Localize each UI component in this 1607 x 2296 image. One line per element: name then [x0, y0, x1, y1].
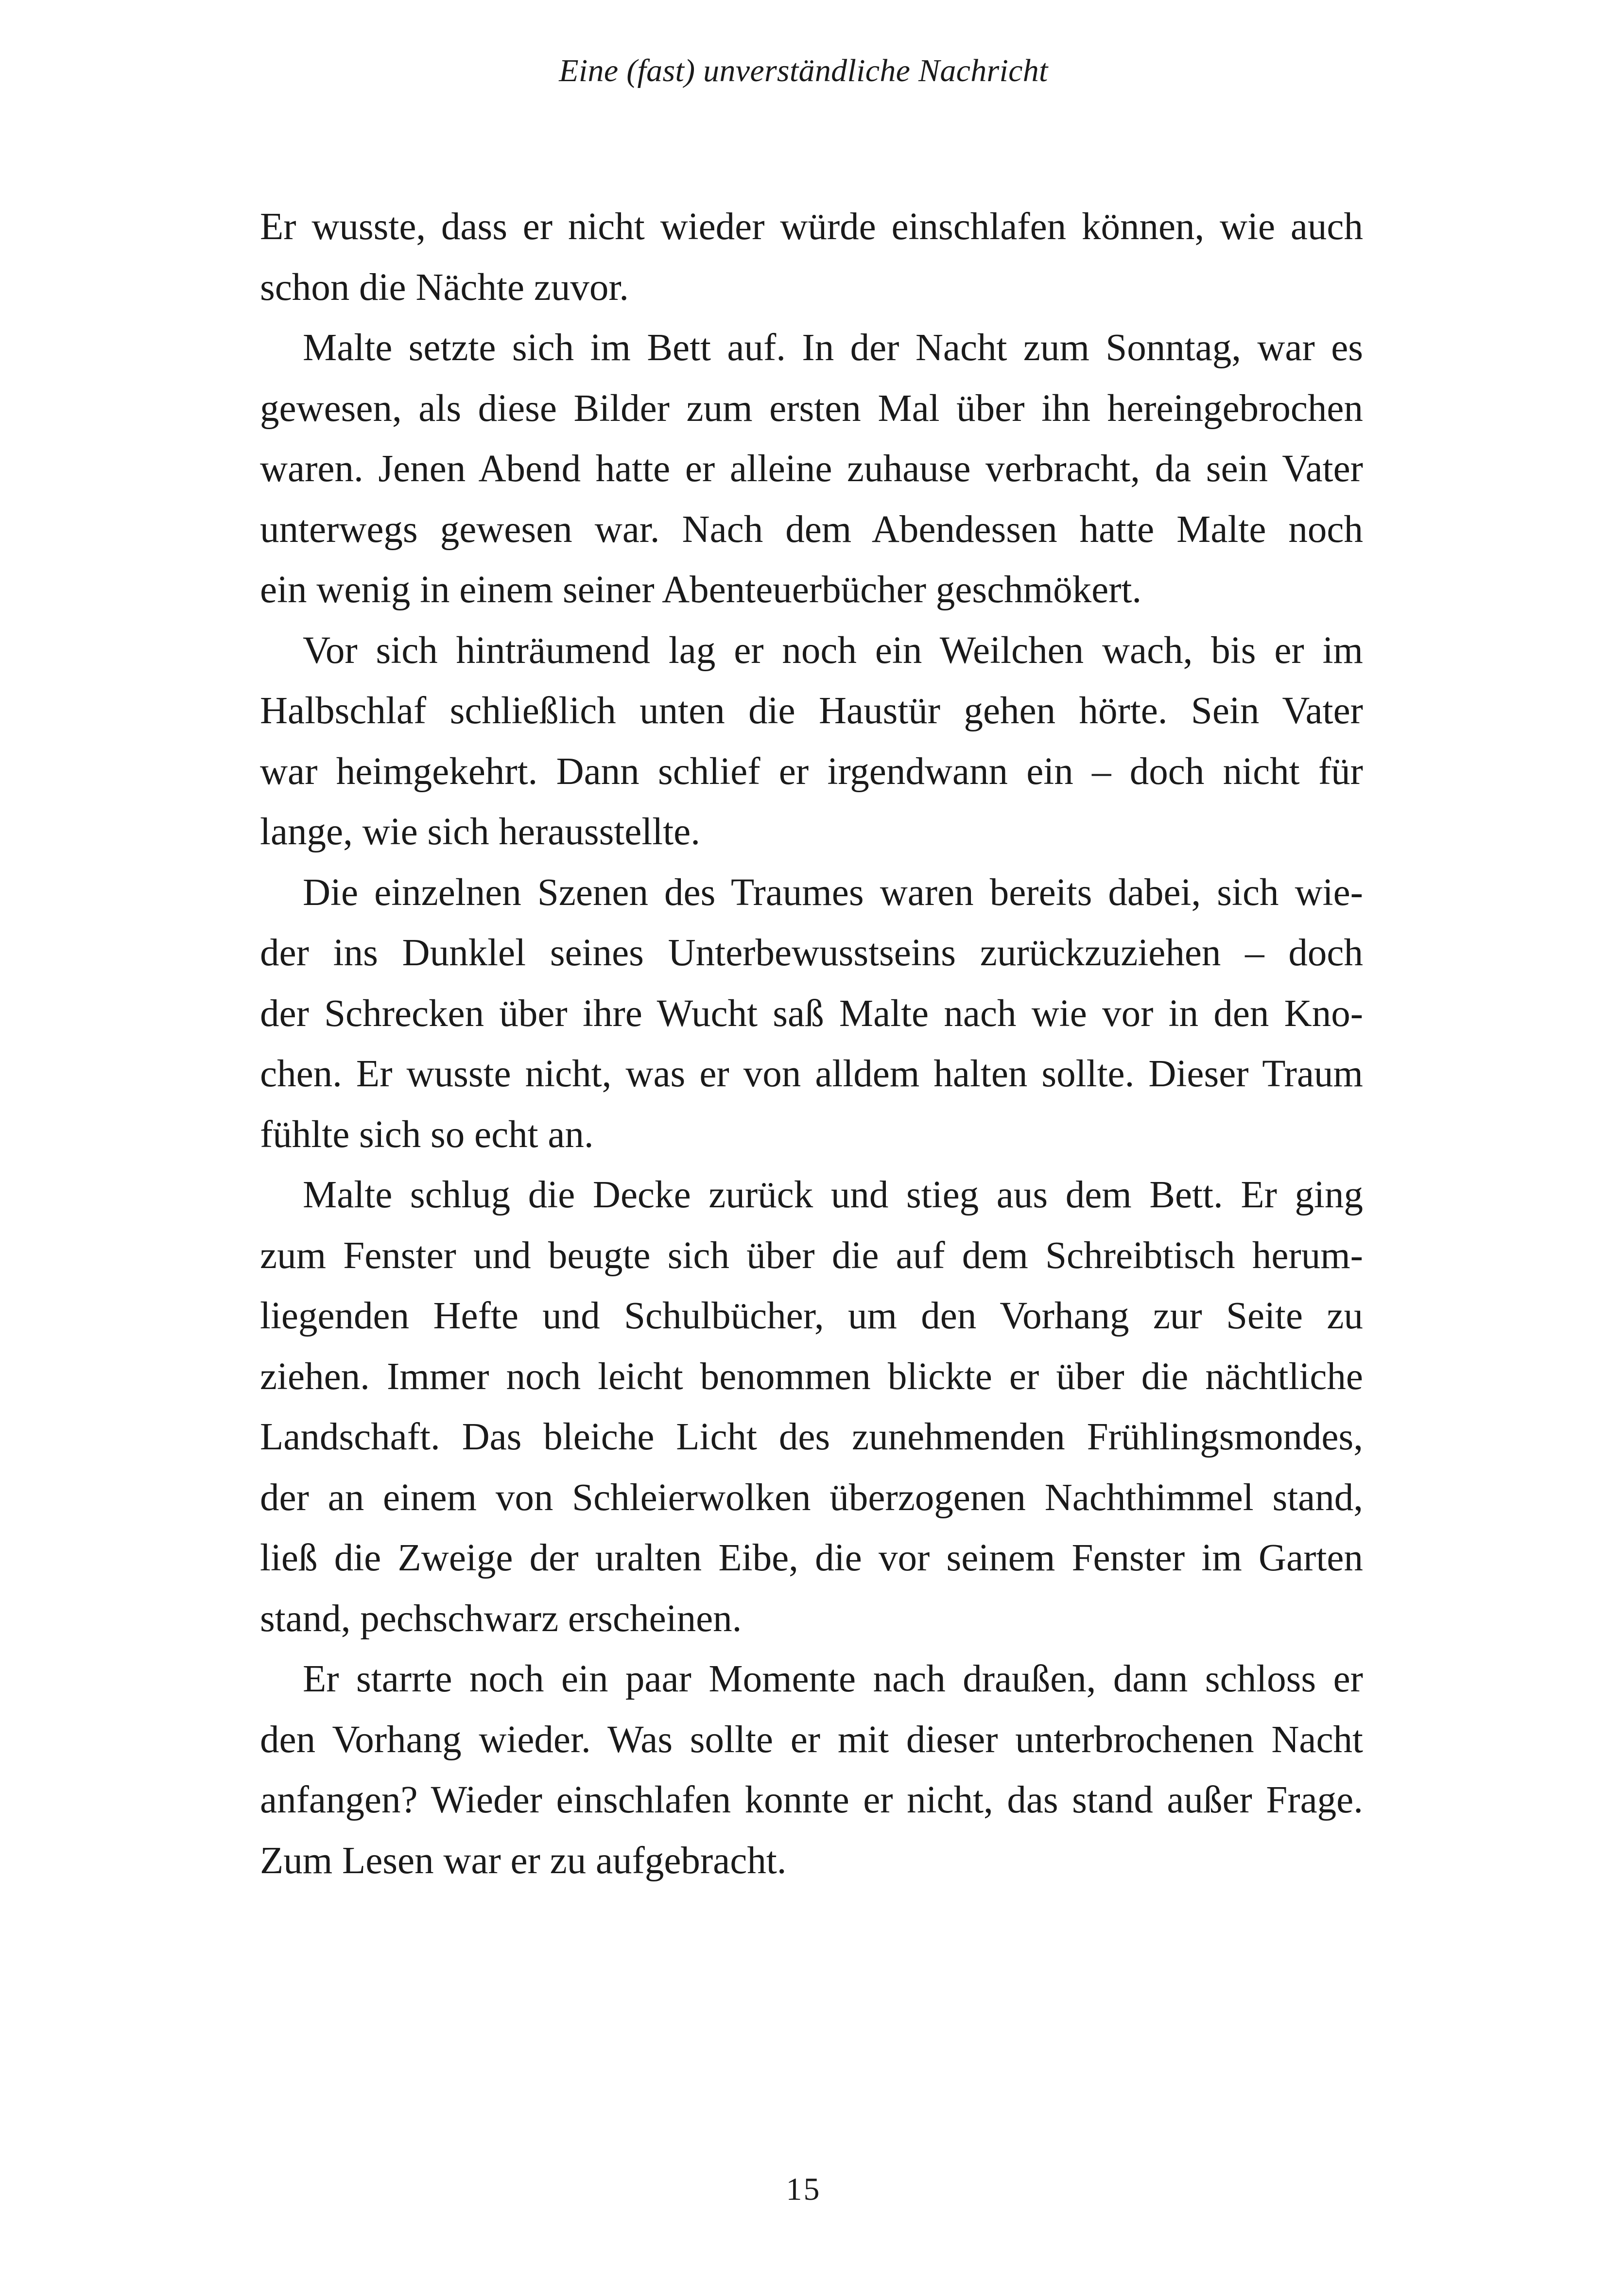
text-line: gewesen, als diese Bilder zum ersten Mal über ihn hereingebrochen [260, 387, 1363, 430]
text-line: ließ die Zweige der uralten Eibe, die vor seinem Fenster im Garten [260, 1537, 1363, 1579]
running-head: Eine (fast) unverständliche Nachricht [559, 53, 1048, 88]
text-line: unterwegs gewesen war. Nach dem Abendessen hatte Malte noch [260, 508, 1363, 551]
text-line: Die einzelnen Szenen des Traumes waren bereits dabei, sich wie- [303, 871, 1363, 914]
text-line: chen. Er wusste nicht, was er von alldem halten sollte. Dieser Traum [260, 1053, 1363, 1095]
text-line: der Schrecken über ihre Wucht saß Malte nach wie vor in den Kno- [260, 992, 1363, 1035]
paragraph [260, 1649, 1363, 1891]
paragraph [260, 197, 1363, 318]
paragraph [260, 863, 1363, 1165]
page-number: 15 [786, 2172, 821, 2207]
paragraph [260, 621, 1363, 863]
body-text [260, 197, 1363, 1891]
paragraph [260, 318, 1363, 621]
text-line: zum Fenster und beugte sich über die auf dem Schreibtisch herum- [260, 1234, 1363, 1277]
text-line: liegenden Hefte und Schulbücher, um den Vorhang zur Seite zu [260, 1295, 1363, 1337]
text-line: ein wenig in einem seiner Abenteuerbücher geschmökert. [260, 569, 1142, 611]
text-line: Vor sich hinträumend lag er noch ein Weilchen wach, bis er im [303, 629, 1363, 672]
text-line: anfangen? Wieder einschlafen konnte er nicht, das stand außer Frage. [260, 1779, 1363, 1821]
text-line: den Vorhang wieder. Was sollte er mit dieser unterbrochenen Nacht [260, 1718, 1363, 1761]
text-line: lange, wie sich herausstellte. [260, 811, 700, 853]
text-line: Zum Lesen war er zu aufgebracht. [260, 1839, 787, 1882]
text-line: ziehen. Immer noch leicht benommen blickte er über die nächtliche [260, 1355, 1363, 1398]
text-line: stand, pechschwarz erscheinen. [260, 1597, 742, 1640]
text-line: Malte schlug die Decke zurück und stieg aus dem Bett. Er ging [303, 1174, 1363, 1216]
text-line: Malte setzte sich im Bett auf. In der Nacht zum Sonntag, war es [303, 327, 1363, 369]
text-line: Er wusste, dass er nicht wieder würde einschlafen können, wie auch [260, 206, 1363, 248]
paragraph [260, 1165, 1363, 1649]
text-line: Er starrte noch ein paar Momente nach draußen, dann schloss er [303, 1658, 1363, 1700]
text-line: waren. Jenen Abend hatte er alleine zuhause verbracht, da sein Vater [260, 448, 1363, 490]
text-line: Landschaft. Das bleiche Licht des zunehmenden Frühlingsmondes, [260, 1416, 1363, 1458]
text-line: schon die Nächte zuvor. [260, 266, 629, 309]
text-line: Halbschlaf schließlich unten die Haustür gehen hörte. Sein Vater [260, 690, 1363, 732]
text-line: der an einem von Schleierwolken überzogenen Nachthimmel stand, [260, 1476, 1363, 1519]
text-line: war heimgekehrt. Dann schlief er irgendwann ein – doch nicht für [260, 750, 1363, 793]
text-line: fühlte sich so echt an. [260, 1113, 594, 1156]
text-line: der ins Dunklel seines Unterbewusstseins zurückzuziehen – doch [260, 932, 1363, 974]
